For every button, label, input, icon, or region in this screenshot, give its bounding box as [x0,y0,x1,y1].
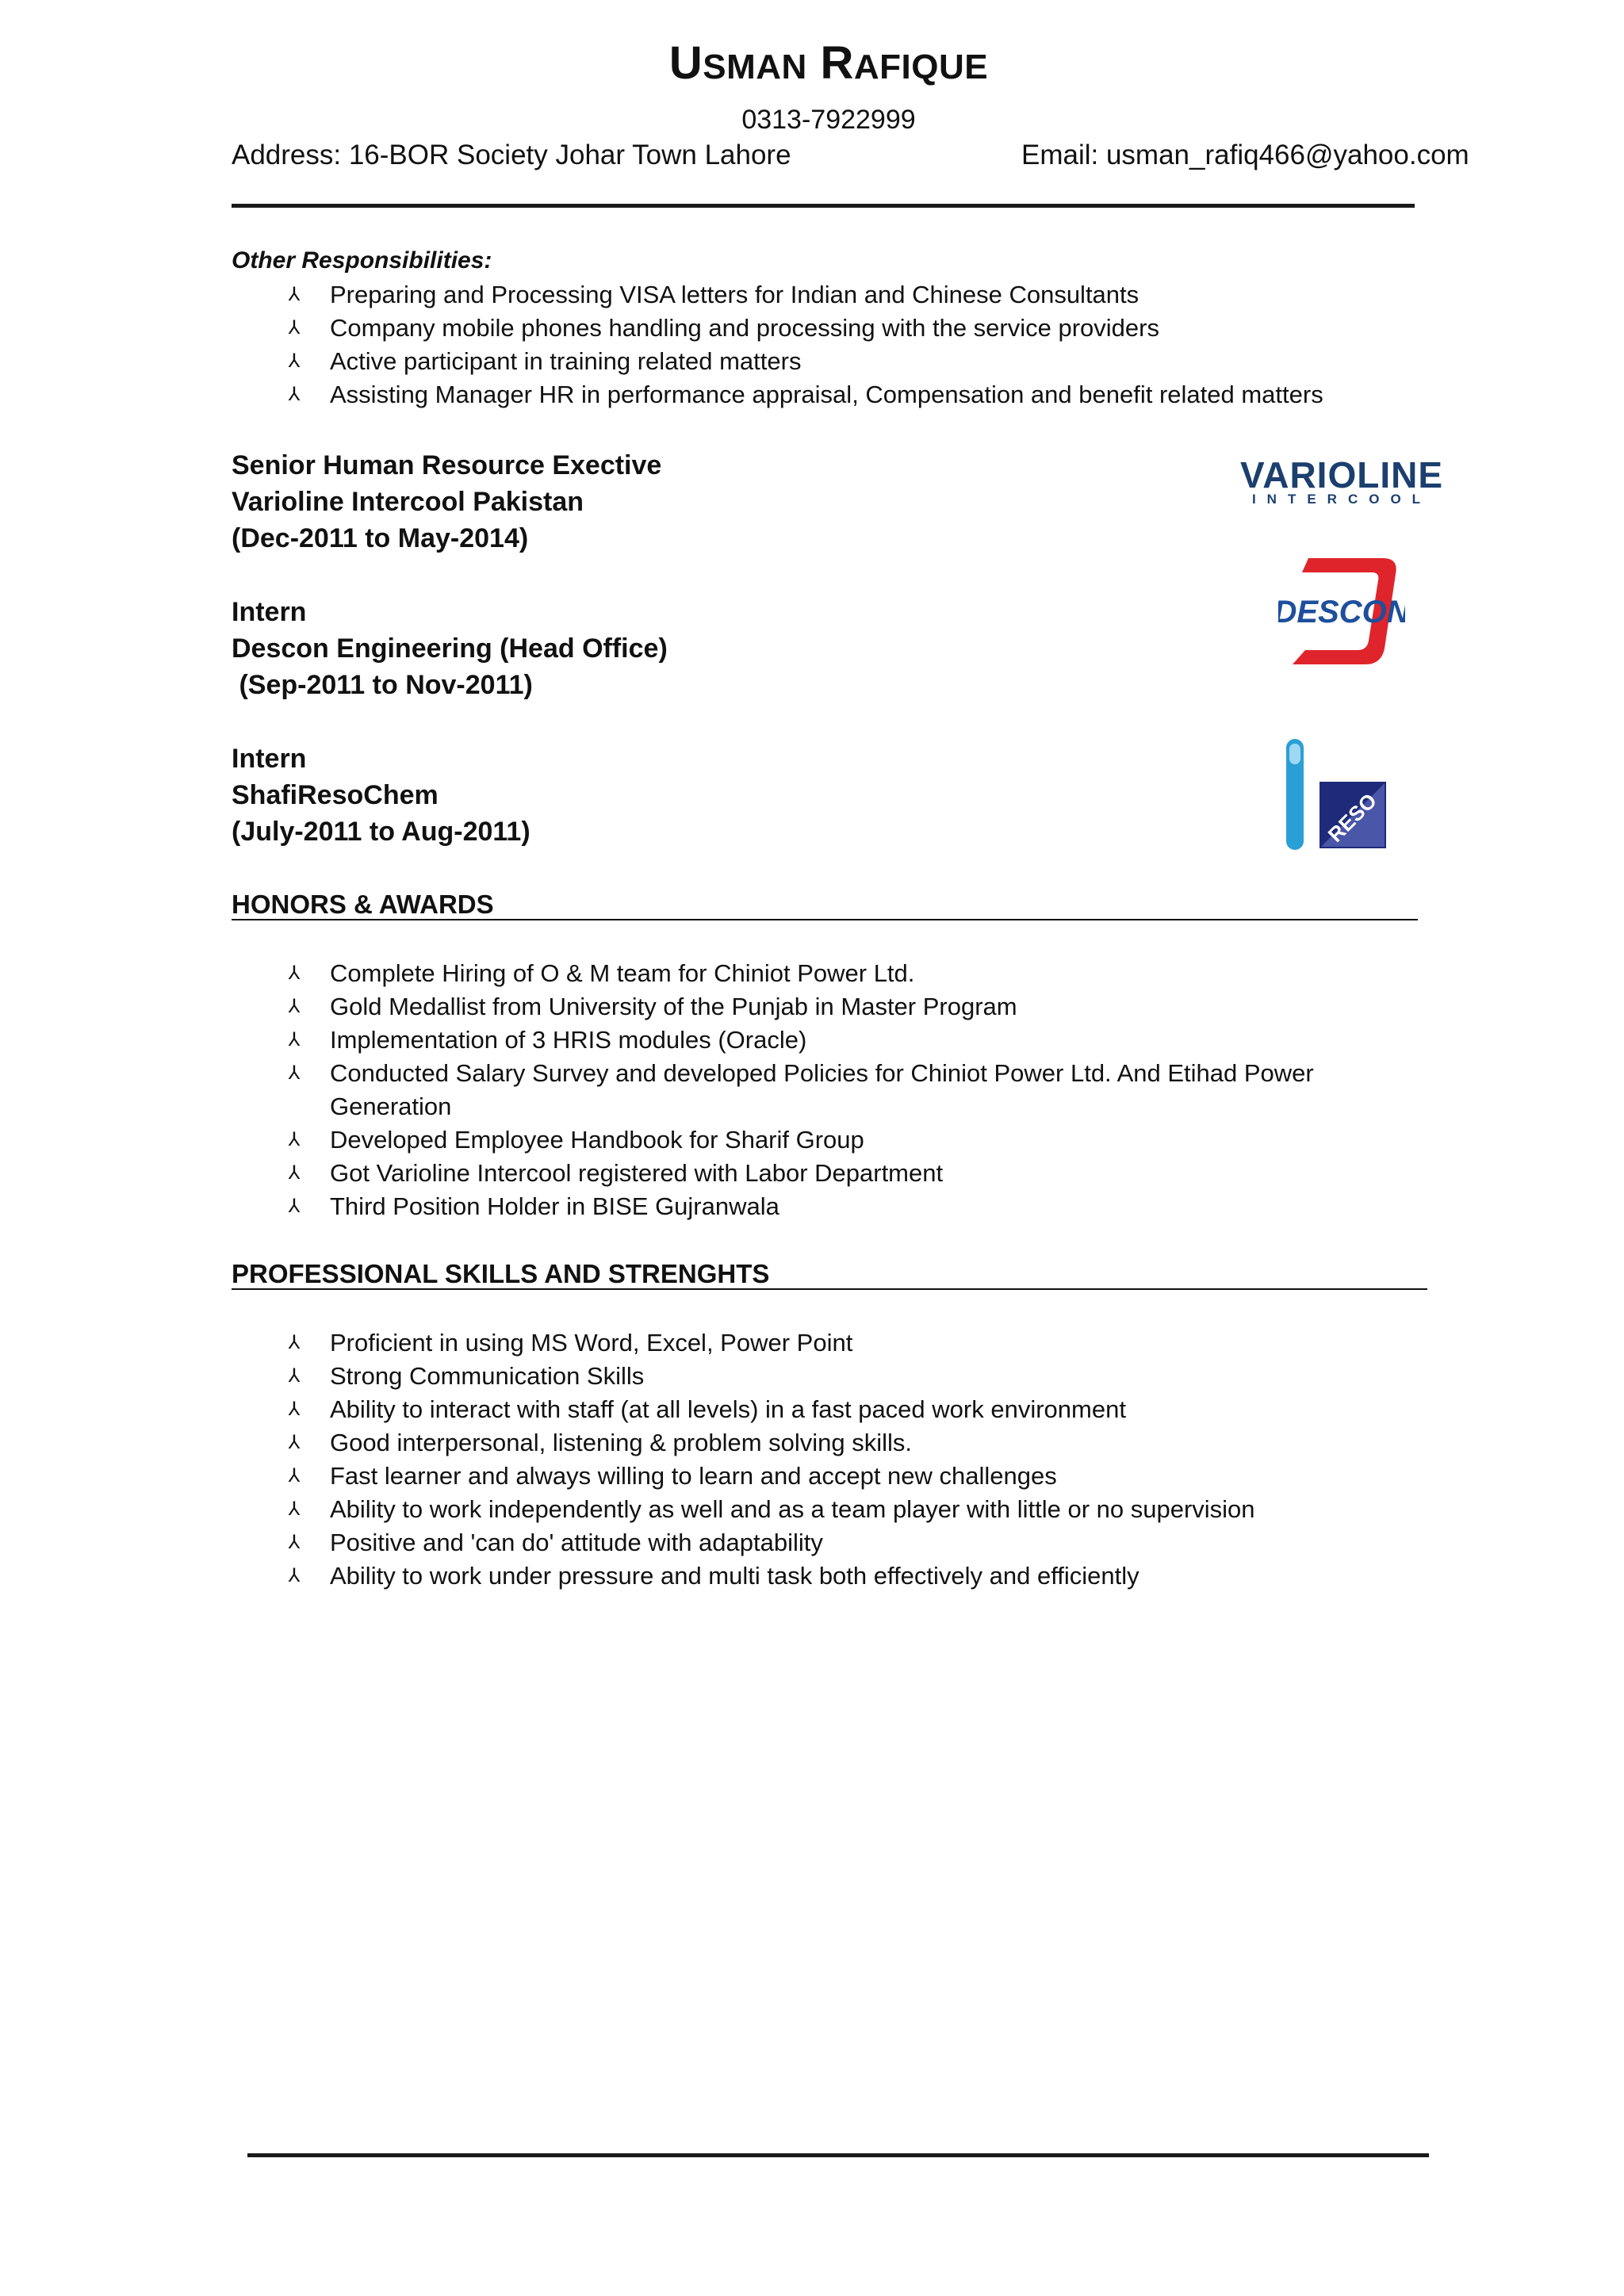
phone-number: 0313-7922999 [741,105,916,135]
varioline-logo [1202,456,1481,507]
bullet-icon: ⅄ [288,1432,301,1453]
job-title: Intern [232,597,307,627]
candidate-name: USMAN RAFIQUE [668,37,989,89]
svg-text:RESO: RESO [1323,788,1381,847]
job-descon [232,594,668,703]
header-divider [232,204,1415,208]
bullet-icon: ⅄ [288,1162,301,1184]
bullet-icon: ⅄ [288,1465,301,1487]
job-dates: (Sep-2011 to Nov-2011) [232,670,533,700]
reso-logo [1280,736,1391,853]
other-responsibilities-list [282,278,1408,411]
job-dates: (Dec-2011 to May-2014) [232,523,529,553]
list-item: ⅄ Got Varioline Intercool registered with Labor Department [282,1157,1408,1190]
list-item: ⅄ Assisting Manager HR in performance appraisal, Compensation and benefit related matters [282,378,1408,411]
bullet-icon: ⅄ [288,1029,301,1050]
address: Address: 16-BOR Society Johar Town Lahore [232,140,791,170]
list-item: ⅄ Conducted Salary Survey and developed Policies for Chiniot Power Ltd. And Etihad Power Generation [282,1057,1385,1123]
bullet-icon: ⅄ [288,350,301,372]
skills-section-title: PROFESSIONAL SKILLS AND STRENGHTS [232,1259,770,1288]
job-company: ShafiResoChem [232,780,439,810]
bullet-icon: ⅄ [288,1196,301,1217]
bullet-icon: ⅄ [288,1365,301,1387]
job-dates: (July-2011 to Aug-2011) [232,817,530,847]
list-item: ⅄ Implementation of 3 HRIS modules (Oracle) [282,1024,1408,1057]
list-item: ⅄ Active participant in training related matters [282,345,1408,378]
svg-text:DESCON: DESCON [1278,595,1405,629]
bullet-icon: ⅄ [288,384,301,405]
list-item: ⅄ Third Position Holder in BISE Gujranwala [282,1190,1408,1223]
bullet-icon: ⅄ [288,1332,301,1353]
bullet-icon: ⅄ [288,1399,301,1420]
list-item: ⅄ Developed Employee Handbook for Sharif Group [282,1123,1408,1157]
list-item: ⅄ Complete Hiring of O & M team for Chiniot Power Ltd. [282,957,1408,990]
job-company: Varioline Intercool Pakistan [232,487,584,517]
bullet-icon: ⅄ [288,1532,301,1553]
bullet-icon: ⅄ [288,1062,301,1084]
list-item: ⅄ Gold Medallist from University of the Punjab in Master Program [282,990,1408,1024]
footer-divider [247,2153,1429,2157]
job-title: Intern [232,744,307,774]
list-item: ⅄ Company mobile phones handling and processing with the service providers [282,312,1408,345]
other-responsibilities-heading: Other Responsibilities: [232,247,492,274]
honors-section-title: HONORS & AWARDS [232,890,494,919]
honors-underline [232,919,1418,920]
list-item: ⅄ Good interpersonal, listening & problem solving skills. [282,1426,1408,1460]
skills-list [282,1326,1408,1593]
list-item: ⅄ Ability to work independently as well and as a team player with little or no supervision [282,1493,1408,1526]
list-item: ⅄ Ability to interact with staff (at all levels) in a fast paced work environment [282,1393,1408,1426]
job-company: Descon Engineering (Head Office) [232,633,668,664]
list-item: ⅄ Positive and 'can do' attitude with adaptability [282,1526,1408,1559]
honors-list [282,957,1408,1223]
list-item: ⅄ Strong Communication Skills [282,1360,1408,1393]
list-item: ⅄ Preparing and Processing VISA letters for Indian and Chinese Consultants [282,278,1408,312]
email: Email: usman_rafiq466@yahoo.com [1021,140,1469,170]
svg-text:INTERCOOL: INTERCOOL [1251,492,1432,507]
bullet-icon: ⅄ [288,1565,301,1586]
job-shafiresochem [232,740,530,850]
job-title: Senior Human Resource Exective [232,450,662,480]
bullet-icon: ⅄ [288,284,301,305]
list-item: ⅄ Fast learner and always willing to learn and accept new challenges [282,1460,1408,1493]
bullet-icon: ⅄ [288,317,301,339]
bullet-icon: ⅄ [288,962,301,984]
bullet-icon: ⅄ [288,996,301,1017]
bullet-icon: ⅄ [288,1129,301,1150]
skills-underline [232,1288,1427,1290]
svg-text:VARIOLINE: VARIOLINE [1239,456,1444,496]
list-item: ⅄ Ability to work under pressure and multi task both effectively and efficiently [282,1559,1408,1593]
bullet-icon: ⅄ [288,1498,301,1520]
list-item: ⅄ Proficient in using MS Word, Excel, Power Point [282,1326,1408,1360]
descon-logo [1278,553,1405,669]
job-varioline [232,447,661,557]
